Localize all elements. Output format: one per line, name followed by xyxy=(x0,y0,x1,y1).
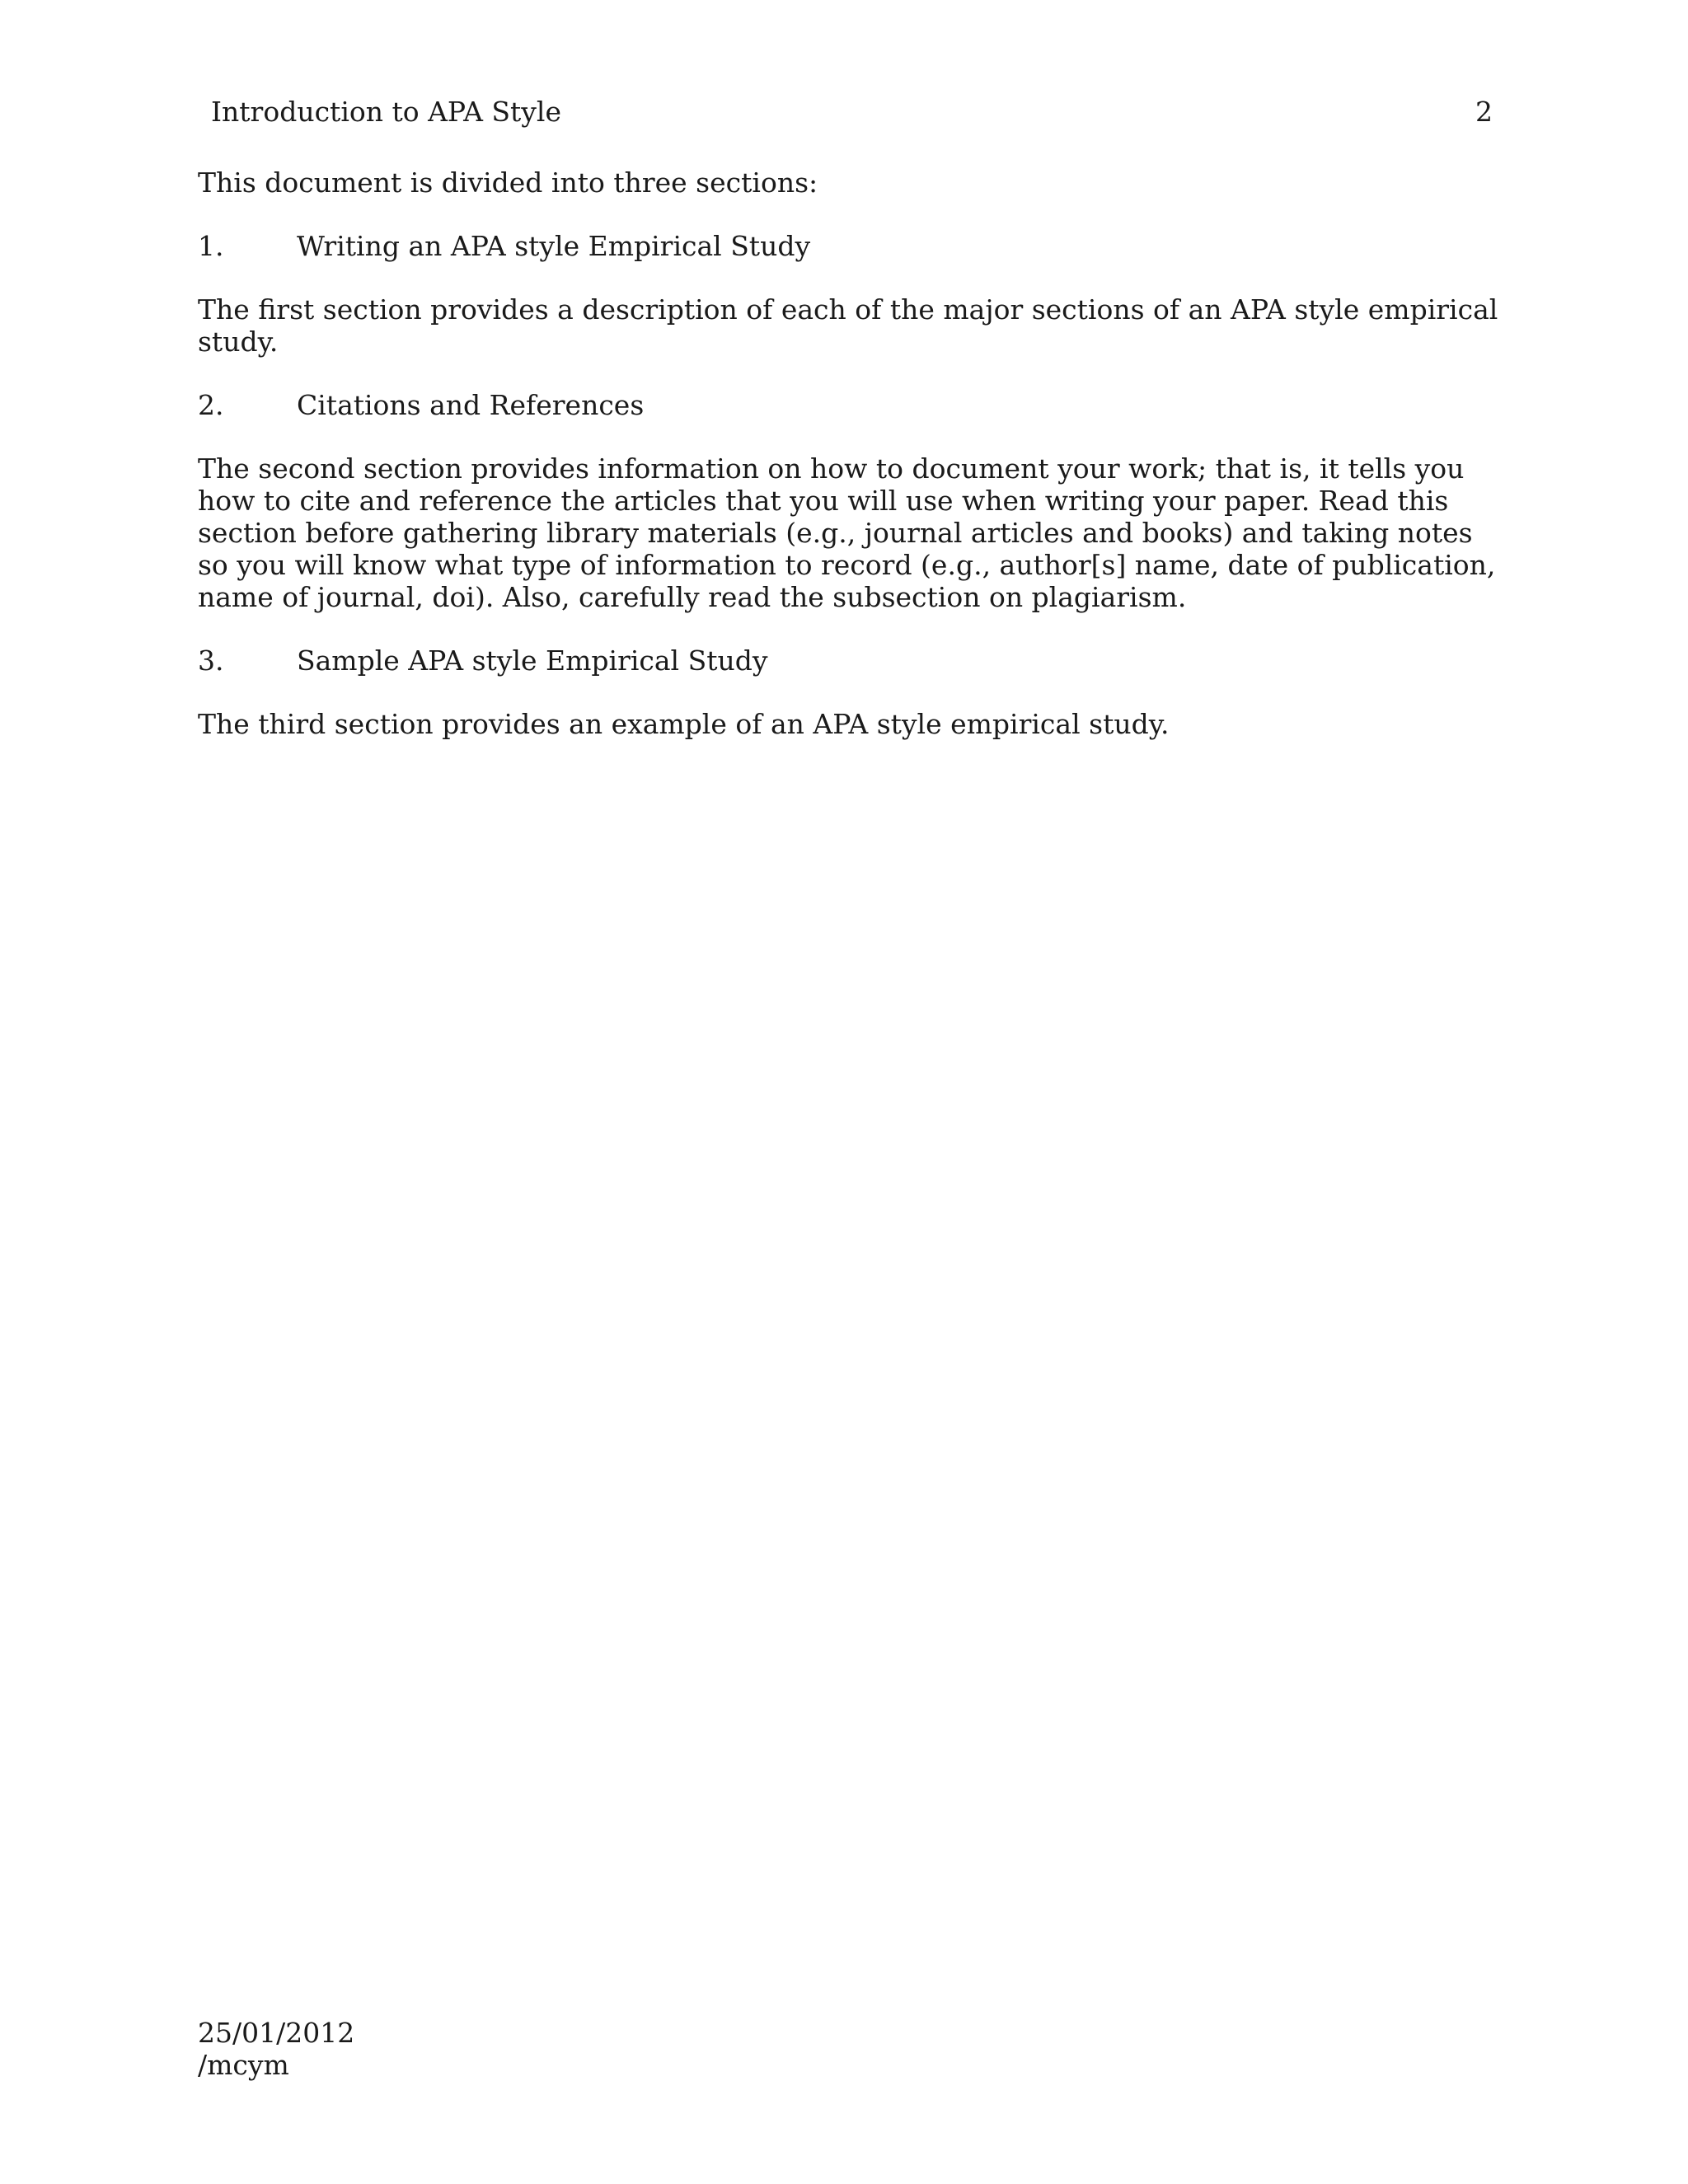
section-title: Writing an APA style Empirical Study xyxy=(297,230,811,262)
footer-date: 25/01/2012 xyxy=(198,2017,355,2049)
section-number: 1. xyxy=(198,230,224,262)
section-description-1: The first section provides a description of each of the major sections of an APA style empirical study. xyxy=(198,293,1498,358)
section-number: 3. xyxy=(198,644,224,677)
section-number: 2. xyxy=(198,389,224,421)
page-number: 2 xyxy=(1475,96,1493,128)
running-head: Introduction to APA Style xyxy=(211,96,562,128)
section-description-2: The second section provides information on how to document your work; that is, it tells you how to cite and reference the articles that you will use when writing your paper. Read this section before gathering library materials (e.g., journal articles and books) and taking notes so you will know what type of information to record (e.g., author[s] name, date of publication, name of journal, doi). Also, carefully read the subsection on plagiarism. xyxy=(198,452,1496,613)
document-body xyxy=(198,166,1500,771)
section-heading-1 xyxy=(198,230,1500,262)
section-description-3: The third section provides an example of an APA style empirical study. xyxy=(198,708,1170,740)
intro-paragraph: This document is divided into three sections: xyxy=(198,166,818,199)
section-title: Citations and References xyxy=(297,389,645,421)
section-heading-3 xyxy=(198,644,1500,677)
section-title: Sample APA style Empirical Study xyxy=(297,644,768,677)
section-heading-2 xyxy=(198,389,1500,421)
page-footer xyxy=(198,2017,354,2081)
footer-author: /mcym xyxy=(198,2049,289,2081)
